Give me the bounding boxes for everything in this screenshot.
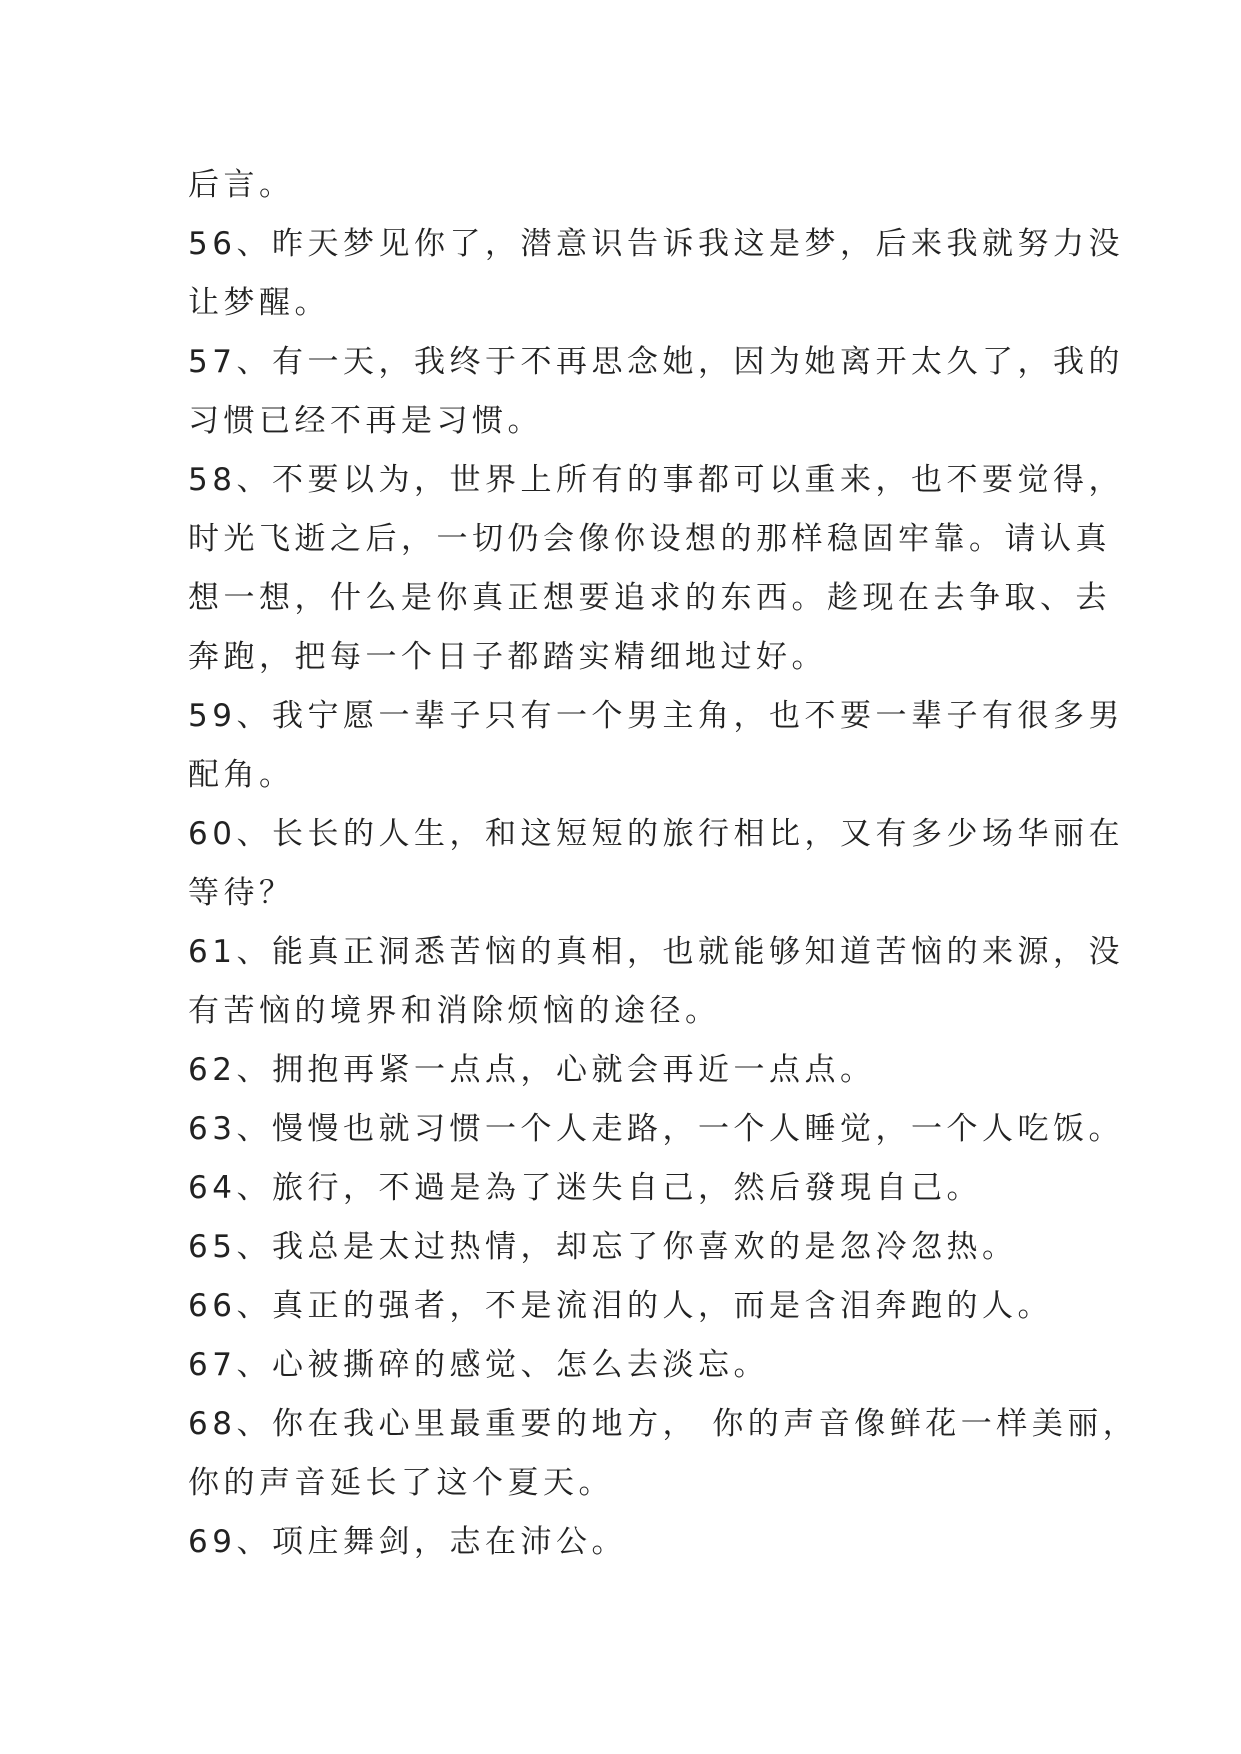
- text-line: 59、我宁愿一辈子只有一个男主角，也不要一辈子有很多男: [188, 698, 1124, 734]
- text-line: 64、旅行，不過是為了迷失自己，然后發現自己。: [188, 1170, 982, 1206]
- text-line: 有苦恼的境界和消除烦恼的途径。: [188, 993, 721, 1029]
- text-line: 57、有一天，我终于不再思念她，因为她离开太久了，我的: [188, 344, 1124, 380]
- text-line: 等待？: [188, 875, 295, 911]
- text-line: 63、慢慢也就习惯一个人走路，一个人睡觉，一个人吃饭。: [188, 1111, 1124, 1147]
- text-line: 习惯已经不再是习惯。: [188, 403, 543, 439]
- text-line: 时光飞逝之后，一切仍会像你设想的那样稳固牢靠。请认真: [188, 521, 1111, 557]
- text-line: 配角。: [188, 757, 295, 793]
- text-line: 56、昨天梦见你了，潜意识告诉我这是梦，后来我就努力没: [188, 226, 1124, 262]
- text-line: 60、长长的人生，和这短短的旅行相比，又有多少场华丽在: [188, 816, 1124, 852]
- text-line: 66、真正的强者，不是流泪的人，而是含泪奔跑的人。: [188, 1288, 1053, 1324]
- text-line: 61、能真正洞悉苦恼的真相，也就能够知道苦恼的来源，没: [188, 934, 1124, 970]
- text-line: 68、你在我心里最重要的地方， 你的声音像鲜花一样美丽，: [188, 1406, 1139, 1442]
- text-line: 后言。: [188, 167, 295, 203]
- text-line: 你的声音延长了这个夏天。: [188, 1465, 614, 1501]
- text-line: 58、不要以为，世界上所有的事都可以重来，也不要觉得，: [188, 462, 1124, 498]
- text-line: 奔跑，把每一个日子都踏实精细地过好。: [188, 639, 827, 675]
- text-line: 65、我总是太过热情，却忘了你喜欢的是忽冷忽热。: [188, 1229, 1018, 1265]
- text-line: 67、心被撕碎的感觉、怎么去淡忘。: [188, 1347, 769, 1383]
- text-line: 62、拥抱再紧一点点，心就会再近一点点。: [188, 1052, 876, 1088]
- text-line: 69、项庄舞剑，志在沛公。: [188, 1524, 627, 1560]
- text-line: 让梦醒。: [188, 285, 330, 321]
- text-line: 想一想，什么是你真正想要追求的东西。趁现在去争取、去: [188, 580, 1111, 616]
- document-body: [188, 156, 1139, 1572]
